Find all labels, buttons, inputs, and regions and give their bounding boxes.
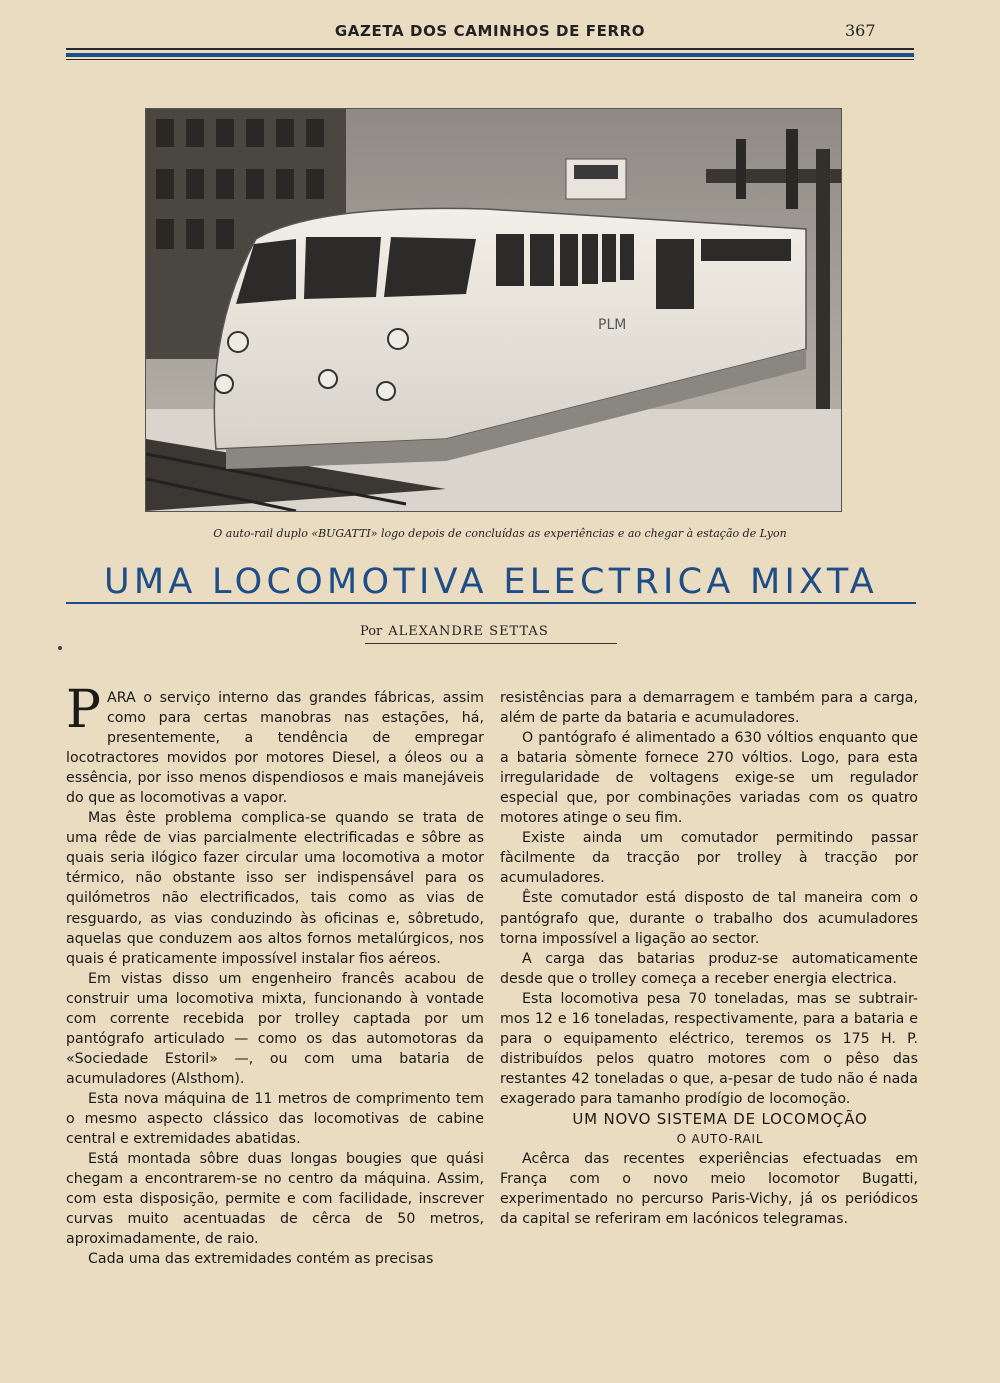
paragraph: Cada uma das extremidades contém as precisas xyxy=(88,1251,434,1268)
autorail-illustration xyxy=(146,109,841,511)
page-number: 367 xyxy=(845,21,876,40)
right-column xyxy=(500,688,918,1229)
paragraph: A carga das batarias produz-se automaticamente desde que o trolley começa a receber energia electrica. xyxy=(500,950,918,987)
byline-prefix: Por xyxy=(360,624,383,639)
train-marking: PLM xyxy=(598,317,627,333)
paragraph: resistências para a demarragem e também para a carga, além de parte da bataria e acumuladores. xyxy=(500,690,918,727)
title-underline xyxy=(66,602,916,604)
paragraph: Acêrca das recentes experiências efectuadas em França com o novo meio locomotor Bugatti, experimentado no percurso Paris-Vichy, já os periódicos da capital se referiram em lacónicos telegramas. xyxy=(500,1151,918,1228)
paragraph: Êste comutador está disposto de tal maneira com o pantógrafo que, durante o trabalho dos acumuladores torna impossível a ligação ao sector. xyxy=(500,890,918,947)
paragraph: Em vistas disso um engenheiro francês acabou de construir uma locomotiva mixta, funcionando à vontade com corrente recebida por trolley captada por um pantógrafo articulado — como os das automotoras da «Sociedade Estoril» —, ou com uma bataria de acumuladores (Alsthom). xyxy=(66,970,484,1087)
section-heading: UM NOVO SISTEMA DE LOCOMOÇÃO xyxy=(572,1109,868,1128)
article-title: UMA LOCOMOTIVA ELECTRICA MIXTA xyxy=(103,562,879,602)
margin-dot xyxy=(58,646,62,650)
paragraph: Esta locomotiva pesa 70 toneladas, mas se subtrair-mos 12 e 16 toneladas, respectivamente, para a bataria e para o equipamento eléctrico, teremos os 175 H. P. distribuídos pelos quatro motores com o pêso das restantes 42 toneladas o que, a-pesar de tudo não é nada exagerado para tamanho prodígio de locomoção. xyxy=(500,990,918,1107)
byline xyxy=(360,624,620,639)
left-column xyxy=(66,680,484,1269)
author-name: ALEXANDRE SETTAS xyxy=(388,624,549,639)
paragraph: PARA o serviço interno das grandes fábricas, assim como para certas manobras nas estações, há, presentemente, a tendência de empregar locotractores movidos por motores Diesel, a óleos ou a essência, por isso menos dispendiosos e mais manejáveis do que as locomotivas a vapor. xyxy=(66,680,484,807)
byline-underline xyxy=(365,643,617,644)
photo-caption: O auto-rail duplo «BUGATTI» logo depois de concluídas as experiências e ao chegar à estação de Lyon xyxy=(213,527,787,540)
section-subheading: O AUTO-RAIL xyxy=(676,1132,764,1147)
paragraph: Esta nova máquina de 11 metros de comprimento tem o mesmo aspecto clássico das locomotivas de cabine central e extremidades abatidas. xyxy=(66,1090,484,1148)
header-rule xyxy=(66,48,914,60)
paragraph: Está montada sôbre duas longas bougies que quási chegam a encontrarem-se no centro da máquina. Assim, com esta disposição, permite e com facilidade, inscrever curvas muito acentuadas de cêrca de 50 metros, aproximadamente, de raio. xyxy=(66,1151,484,1248)
magazine-title: GAZETA DOS CAMINHOS DE FERRO xyxy=(334,22,646,40)
paragraph: O pantógrafo é alimentado a 630 vóltios enquanto que a bataria sòmente fornece 270 vóltios. Logo, para esta irregularidade de voltagens exige-se um regulador especial que, por combinações variadas com os quatro motores atinge o seu fim. xyxy=(500,730,918,827)
dropcap: P xyxy=(66,680,101,740)
paragraph: Mas êste problema complica-se quando se trata de uma rêde de vias parcialmente electrificadas e sôbre as quais seria ilógico fazer circular uma locomotiva a motor térmico, não obstante isso ser indispensável para os quilómetros não electrificados, tais como as vias de resguardo, as vias conduzindo às oficinas e, sôbretudo, aquelas que conduzem aos altos fornos metalúrgicos, nos quais é praticamente impossível instalar fios aéreos. xyxy=(66,810,484,967)
paragraph: Existe ainda um comutador permitindo passar fàcilmente da tracção por trolley à tracção por acumuladores. xyxy=(500,830,918,887)
train-photo xyxy=(145,108,842,512)
